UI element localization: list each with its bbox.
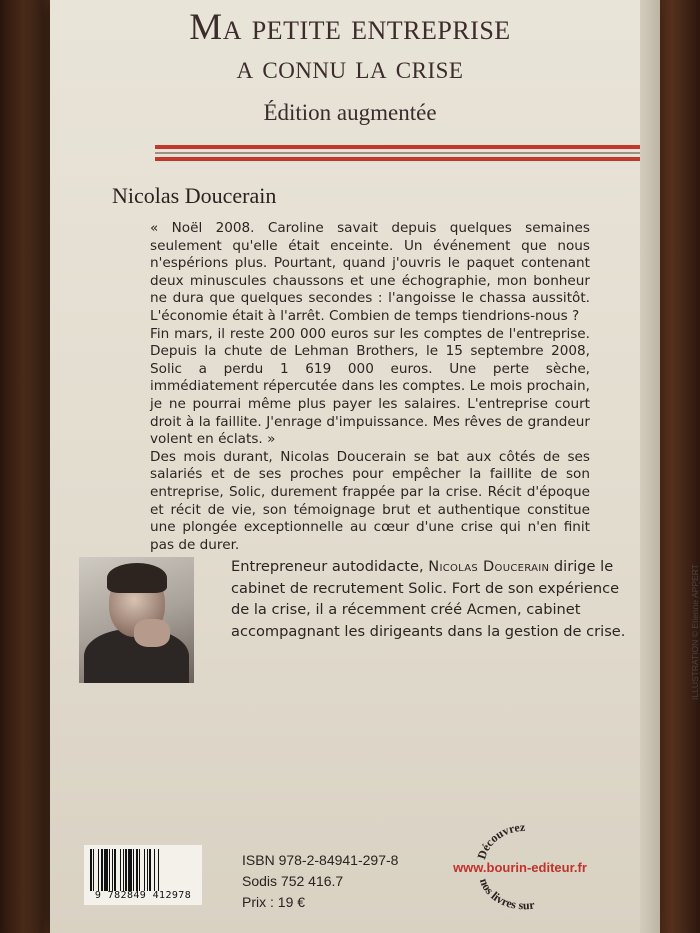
barcode-digits: 9 782849 412978: [94, 890, 192, 901]
book-metadata: [242, 850, 398, 913]
divider-red-bottom: [155, 157, 650, 161]
book-spine-edge: [640, 0, 660, 933]
price-label: Prix : 19 €: [242, 894, 306, 910]
svg-text:Découvrez: [474, 820, 526, 861]
book-back-cover: [50, 0, 700, 933]
svg-text:nos livres sur: [477, 876, 536, 912]
blurb-text: [150, 220, 590, 554]
edition-label: Édition augmentée: [263, 100, 437, 125]
publisher-stamp: [440, 820, 600, 920]
book-title-line-1: Ma petite entreprise: [189, 7, 511, 48]
author-bio: [231, 556, 626, 642]
bio-author-name: Nicolas Doucerain: [428, 558, 550, 575]
isbn-barcode: [84, 845, 202, 905]
publisher-website-link[interactable]: www.bourin-editeur.fr: [453, 860, 587, 875]
author-name: Nicolas Doucerain: [112, 183, 277, 208]
bio-rest: dirige le cabinet de recrutement Solic. Fort de son expérience de la crise, il a récemment créé Acmen, cabinet accompagnant les dirigeants dans la gestion de crise.: [231, 558, 626, 640]
photo-credit: ILLUSTRATION © Etienne APPERT: [690, 564, 700, 700]
stamp-bottom-text: nos livres sur: [476, 876, 536, 913]
blurb-quote: « Noël 2008. Caroline savait depuis quelques semaines seulement qu'elle était enceinte. Un événement que nous n'espérions plus. Pourtant, quand j'ouvris le paquet contenant deux minuscules chaussons et une échographie, mon bonheur ne dura que quelques secondes : l'angoisse le chassa aussitôt. L'économie était à l'arrêt. Combien de temps tiendrions-nous ?: [150, 220, 590, 324]
isbn-number: ISBN 978-2-84941-297-8: [242, 852, 399, 868]
bio-intro: Entrepreneur autodidacte,: [231, 558, 424, 575]
blurb-quote-continued: Fin mars, il reste 200 000 euros sur les comptes de l'entreprise. Depuis la chute de Lehman Brothers, le 15 septembre 2008, Solic a perdu 1 619 000 euros. Une perte sèche, immédiatement répercutée dans les comptes. Le mois prochain, je ne pourrai même plus payer les salaires. L'entreprise court droit à la faillite. J'enrage d'impuissance. Mes rêves de grandeur volent en éclats. »: [150, 325, 590, 448]
barcode-bars: [90, 849, 196, 891]
blurb-summary: Des mois durant, Nicolas Doucerain se bat aux côtés de ses salariés et de ses proches pour empêcher la faillite de son entreprise, Solic, durement frappée par la crise. Récit d'époque et récit de vie, son témoignage brut et authentique constitue une plongée exceptionnelle au cœur d'une crise qui n'en finit pas de durer.: [150, 448, 590, 553]
author-photo: [79, 557, 194, 683]
divider-red-top: [155, 145, 650, 149]
divider-gray: [155, 152, 650, 154]
stamp-top-text: Découvrez: [474, 820, 526, 861]
sodis-code: Sodis 752 416.7: [242, 873, 344, 889]
book-title-line-2: a connu la crise: [236, 50, 464, 86]
